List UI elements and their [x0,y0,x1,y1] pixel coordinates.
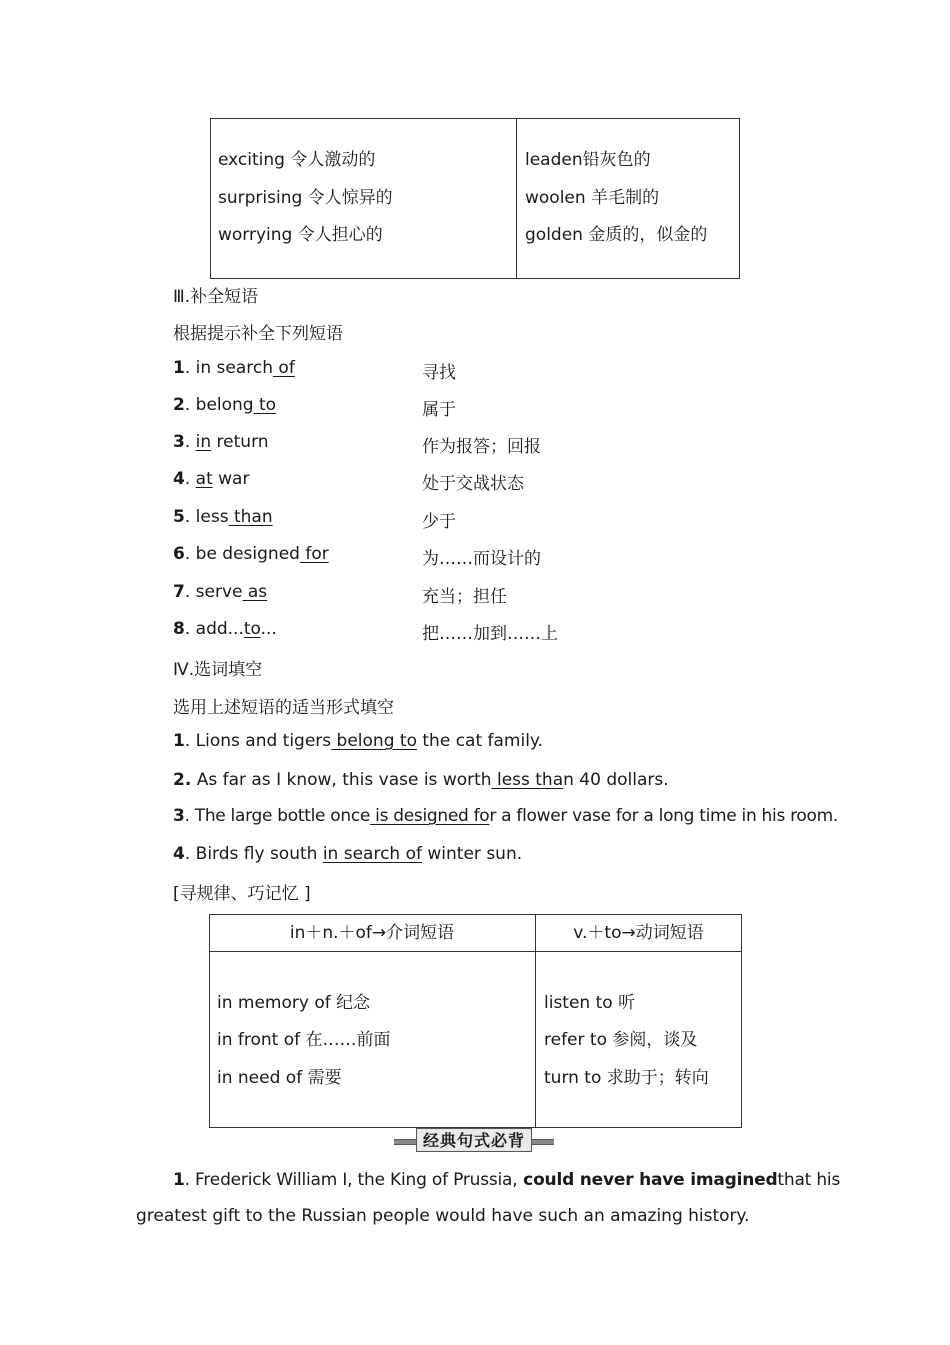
answer: for [299,544,329,564]
table-header-divider [209,951,742,952]
table-cell: surprising 令人惊异的 [218,188,393,208]
key-structure: could never have imagined [517,1170,778,1190]
phrase-item: 2. belong to [173,395,277,415]
phrase-meaning: 少于 [422,512,456,532]
phrase-item: 7. serve as [173,582,268,602]
table-divider [535,914,536,1128]
table-cell: golden 金质的，似金的 [525,225,708,245]
phrase-item: 3. in return [173,432,269,452]
answer: belong to [331,731,417,751]
phrase-meaning: 作为报答；回报 [422,437,541,457]
table-cell: turn to 求助于；转向 [544,1068,709,1088]
phrase-pattern-table [209,914,742,1128]
section-instruction: 选用上述短语的适当形式填空 [173,698,394,718]
table-cell: in need of 需要 [217,1068,342,1088]
phrase-meaning: 为……而设计的 [422,549,541,569]
table-header-cell: v.＋to→动词短语 [573,923,704,943]
section-instruction: 根据提示补全下列短语 [173,324,343,344]
phrase-meaning: 寻找 [422,363,456,383]
fill-blank-item: 2. As far as I know, this vase is worth less than 40 dollars. [173,770,669,790]
phrase-item: 6. be designed for [173,544,329,564]
section-heading: Ⅳ.选词填空 [173,660,263,680]
sentence-line: 1. Frederick William Ⅰ, the King of Prussia, could never have imaginedthat his [173,1170,841,1190]
table-cell: exciting 令人激动的 [218,150,376,170]
answer: to [253,395,277,415]
table-cell: woolen 羊毛制的 [525,188,660,208]
phrase-item: 1. in search of [173,358,295,378]
section-heading: Ⅲ.补全短语 [173,287,259,307]
tip-heading: [寻规律、巧记忆 ] [173,884,311,904]
answer: at [195,469,213,489]
answer: to [243,619,261,639]
table-divider [516,118,517,279]
banner-title: 经典句式必背 [416,1128,532,1152]
answer: in [195,432,212,452]
fill-blank-item: 1. Lions and tigers belong to the cat family. [173,731,543,751]
banner-bar-right [530,1139,554,1145]
banner-bar-left [394,1139,418,1145]
fill-blank-item: 3. The large bottle once is designed for a flower vase for a long time in his room. [173,806,838,826]
section-banner [394,1128,554,1152]
phrase-meaning: 充当；担任 [422,587,507,607]
table-cell: in memory of 纪念 [217,993,371,1013]
answer: less tha [491,770,564,790]
table-cell: in front of 在……前面 [217,1030,391,1050]
fill-blank-item: 4. Birds fly south in search of winter sun. [173,844,523,864]
phrase-meaning: 处于交战状态 [422,474,524,494]
table-header-cell: in＋n.＋of→介词短语 [289,923,455,943]
phrase-meaning: 属于 [422,400,456,420]
table-cell: listen to 听 [544,993,636,1013]
table-cell: refer to 参阅，谈及 [544,1030,698,1050]
phrase-item: 4. at war [173,469,250,489]
answer: as [242,582,268,602]
phrase-meaning: 把……加到……上 [422,624,558,644]
answer: in search of [322,844,422,864]
phrase-item: 5. less than [173,507,273,527]
sentence-line: greatest gift to the Russian people would have such an amazing history. [136,1206,750,1226]
table-cell: worrying 令人担心的 [218,225,383,245]
answer: of [273,358,295,378]
table-cell: leaden铅灰色的 [525,150,651,170]
answer: is designed fo [370,806,490,826]
phrase-item: 8. add...to... [173,619,277,639]
answer: than [228,507,273,527]
